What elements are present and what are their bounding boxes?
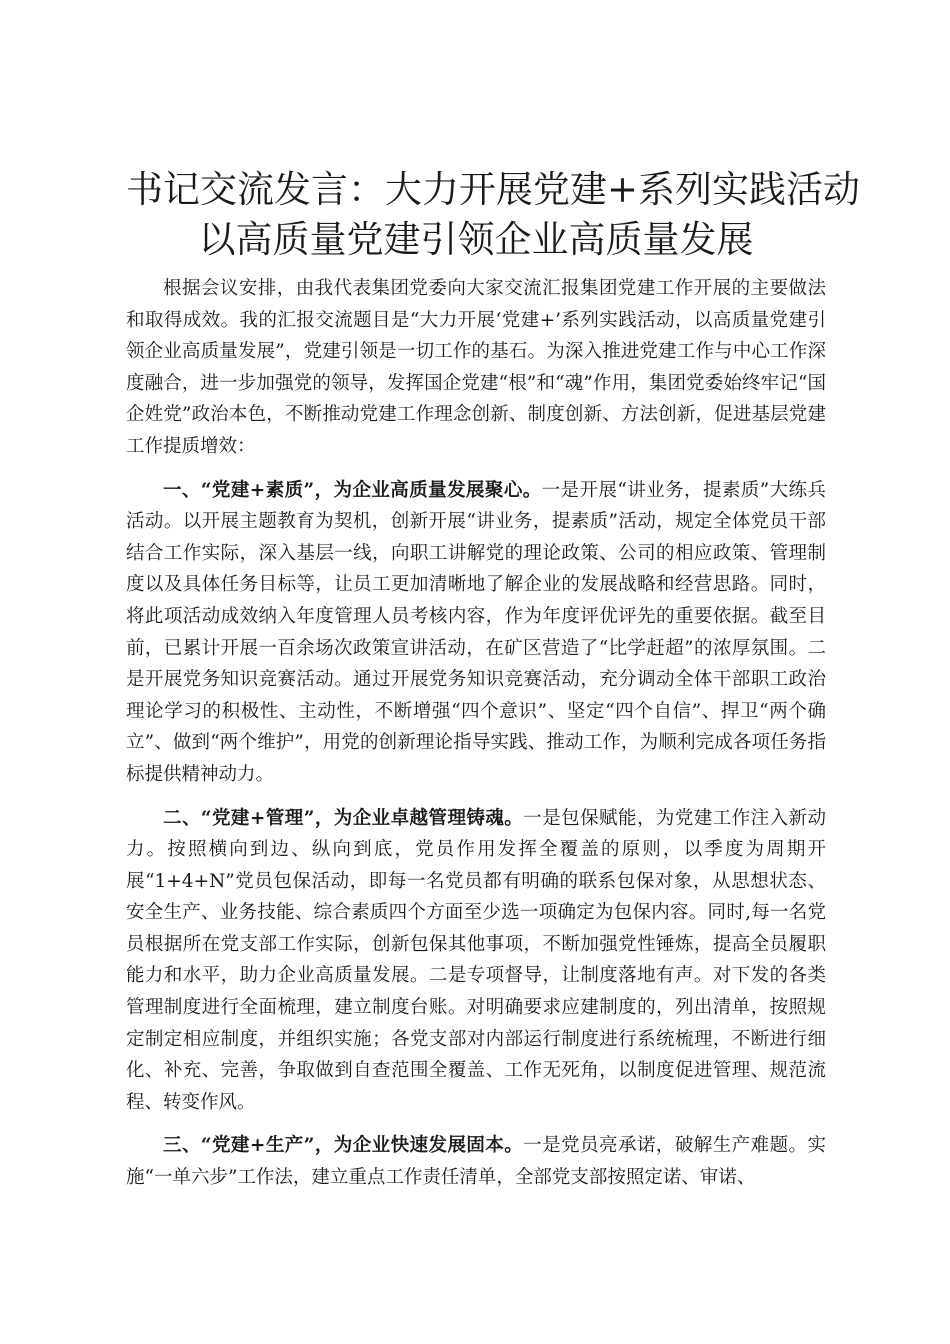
intro-paragraph: 根据会议安排，由我代表集团党委向大家交流汇报集团党建工作开展的主要做法和取得成效。我的汇报交流题目是“大力开展‘党建+’系列实践活动，以高质量党建引领企业高质量发展”，党建引领是一切工作的基石。为深入推进党建工作与中心工作深度融合，进一步加强党的领导，发挥国企党建“根”和“魂”作用，集团党委始终牢记“国企姓党”政治本色，不断推动党建工作理念创新、制度创新、方法创新，促进基层党建工作提质增效：: [126, 278, 826, 457]
document-page: [126, 165, 861, 1206]
section-heading-1: 一、“党建+素质”，为企业高质量发展聚心。: [163, 479, 542, 501]
title-line-2: 以高质量党建引领企业高质量发展: [198, 218, 754, 261]
section-text-2: 一是包保赋能，为党建工作注入新动力。按照横向到边、纵向到底，党员作用发挥全覆盖的原则，以季度为周期开展“1+4+N”党员包保活动，即每一名党员都有明确的联系包保对象，从思想状态、安全生产、业务技能、综合素质四个方面至少选一项确定为包保内容。同时,每一名党员根据所在党支部工作实际，创新包保其他事项，不断加强党性锤炼，提高全员履职能力和水平，助力企业高质量发展。二是专项督导，让制度落地有声。对下发的各类管理制度进行全面梳理，建立制度台账。对明确要求应建制度的，列出清单，按照规定制定相应制度，并组织实施；各党支部对内部运行制度进行系统梳理，不断进行细化、补充、完善，争取做到自查范围全覆盖、工作无死角，以制度促进管理、规范流程、转变作风。: [126, 807, 826, 1113]
section-paragraph-3: [126, 1130, 826, 1193]
section-paragraph-1: [126, 475, 826, 791]
title-line-1: 书记交流发言：大力开展党建+系列实践活动: [126, 168, 861, 211]
section-paragraph-2: [126, 803, 826, 1119]
section-heading-3: 三、“党建+生产”，为企业快速发展固本。: [163, 1135, 524, 1157]
section-heading-2: 二、“党建+管理”，为企业卓越管理铸魂。: [163, 807, 524, 829]
document-body: [126, 273, 826, 1194]
section-text-1: 一是开展“讲业务，提素质”大练兵活动。以开展主题教育为契机，创新开展“讲业务，提素质”活动，规定全体党员干部结合工作实际，深入基层一线，向职工讲解党的理论政策、公司的相应政策、管理制度以及具体任务目标等，让员工更加清晰地了解企业的发展战略和经营思路。同时，将此项活动成效纳入年度管理人员考核内容，作为年度评优评先的重要依据。截至目前，已累计开展一百余场次政策宣讲活动，在矿区营造了“比学赶超”的浓厚氛围。二是开展党务知识竞赛活动。通过开展党务知识竞赛活动，充分调动全体干部职工政治理论学习的积极性、主动性，不断增强“四个意识”、坚定“四个自信”、捍卫“两个确立”、做到“两个维护”，用党的创新理论指导实践、推动工作，为顺利完成各项任务指标提供精神动力。: [126, 479, 826, 785]
section-text-3: 一是党员亮承诺，破解生产难题。实施“一单六步”工作法，建立重点工作责任清单，全部党支部按照定诺、审诺、: [126, 1135, 826, 1189]
document-title: [126, 165, 861, 265]
